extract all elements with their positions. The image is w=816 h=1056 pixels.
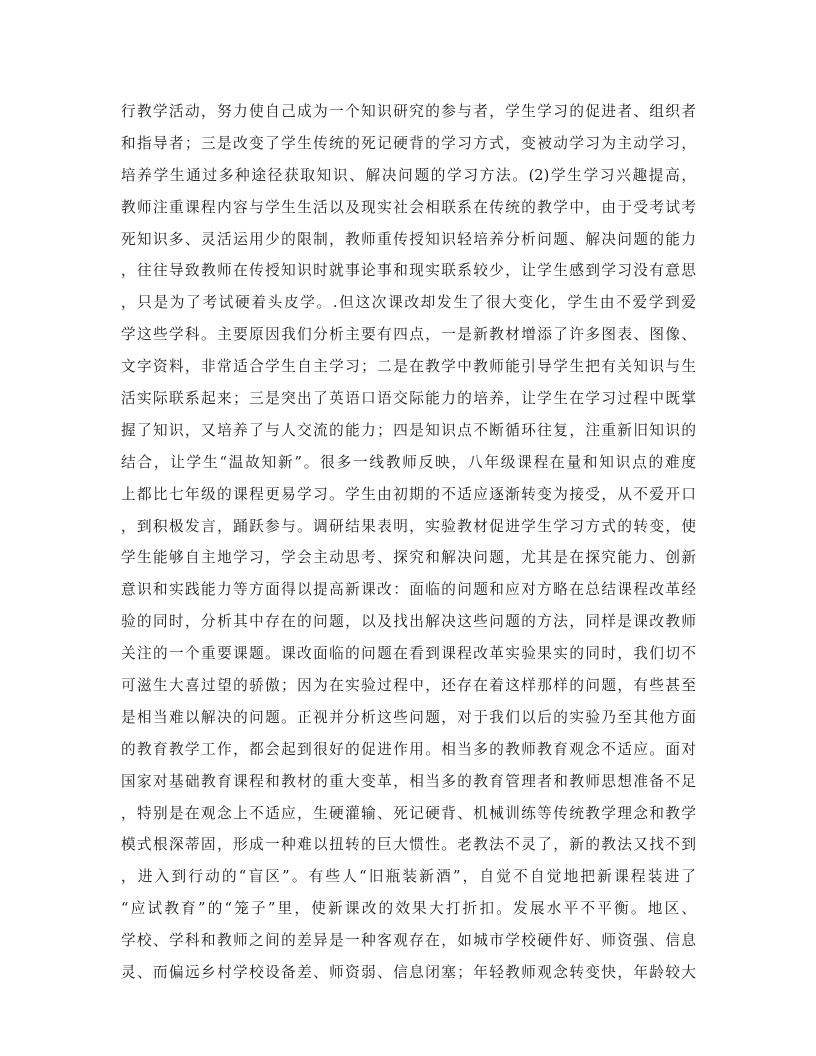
text-line-4: 教师注重课程内容与学生生活以及现实社会相联系在传统的教学中，由于受考试考: [121, 198, 696, 216]
text-line-10: 活实际联系起来；三是突出了英语口语交际能力的培养，让学生在学习过程中既掌: [121, 390, 696, 408]
text-line-1: 行教学活动，努力使自己成为一个知识研究的参与者，学生学习的促进者、组织者: [121, 103, 696, 120]
text-line-8: 学这些学科。主要原因我们分析主要有四点，一是新教材增添了许多图表、图像、: [121, 326, 696, 344]
text-line-21: 的教育教学工作，都会起到很好的促进作用。相当多的教师教育观念不适应。面对: [121, 740, 696, 758]
text-line-11: 握了知识，又培养了与人交流的能力；四是知识点不断循环往复，注重新旧知识的: [121, 421, 696, 439]
text-line-22: 国家对基础教育课程和教材的重大变革，相当多的教育管理者和教师思想准备不足: [121, 772, 696, 790]
text-line-2: 和指导者；三是改变了学生传统的死记硬背的学习方式，变被动学习为主动学习，: [121, 134, 696, 152]
text-line-20: 是相当难以解决的问题。正视并分析这些问题，对于我们以后的实验乃至其他方面: [121, 708, 696, 726]
text-line-26: “应试教育”的“笼子”里，使新课改的效果大打折扣。发展水平不平衡。地区、: [121, 900, 696, 918]
text-line-19: 可滋生大喜过望的骄傲；因为在实验过程中，还存在着这样那样的问题，有些甚至: [121, 677, 696, 695]
text-line-3: 培养学生通过多种途径获取知识、解决问题的学习方法。(2)学生学习兴趣提高，: [121, 166, 696, 184]
body-text: [121, 96, 696, 989]
text-line-16: 意识和实践能力等方面得以提高新课改：面临的问题和应对方略在总结课程改革经: [121, 581, 696, 599]
text-line-7: ，只是为了考试硬着头皮学。.但这次课改却发生了很大变化，学生由不爱学到爱: [121, 294, 696, 312]
text-line-12: 结合，让学生“温故知新”。很多一线教师反映，八年级课程在量和知识点的难度: [121, 453, 696, 471]
text-line-14: ，到积极发言，踊跃参与。调研结果表明，实验教材促进学生学习方式的转变，使: [121, 517, 696, 535]
text-line-27: 学校、学科和教师之间的差异是一种客观存在，如城市学校硬件好、师资强、信息: [121, 932, 696, 950]
text-line-18: 关注的一个重要课题。课改面临的问题在看到课程改革实验果实的同时，我们切不: [121, 645, 696, 663]
text-line-25: ，进入到行动的“盲区”。有些人“旧瓶装新酒”，自觉不自觉地把新课程装进了: [121, 868, 696, 886]
text-line-23: ，特别是在观念上不适应，生硬灌输、死记硬背、机械训练等传统教学理念和教学: [121, 804, 696, 822]
text-line-17: 验的同时，分析其中存在的问题，以及找出解决这些问题的方法，同样是课改教师: [121, 613, 696, 631]
text-line-13: 上都比七年级的课程更易学习。学生由初期的不适应逐渐转变为接受，从不爱开口: [121, 485, 696, 503]
text-line-6: ，往往导致教师在传授知识时就事论事和现实联系较少，让学生感到学习没有意思: [121, 262, 696, 280]
text-line-15: 学生能够自主地学习，学会主动思考、探究和解决问题，尤其是在探究能力、创新: [121, 549, 696, 567]
text-line-5: 死知识多、灵活运用少的限制，教师重传授知识轻培养分析问题、解决问题的能力: [121, 230, 696, 248]
text-line-24: 模式根深蒂固，形成一种难以扭转的巨大惯性。老教法不灵了，新的教法又找不到: [121, 836, 696, 854]
text-line-9: 文字资料，非常适合学生自主学习；二是在教学中教师能引导学生把有关知识与生: [121, 358, 696, 376]
text-line-28: 灵、而偏远乡村学校设备差、师资弱、信息闭塞；年轻教师观念转变快，年龄较大: [121, 964, 696, 982]
